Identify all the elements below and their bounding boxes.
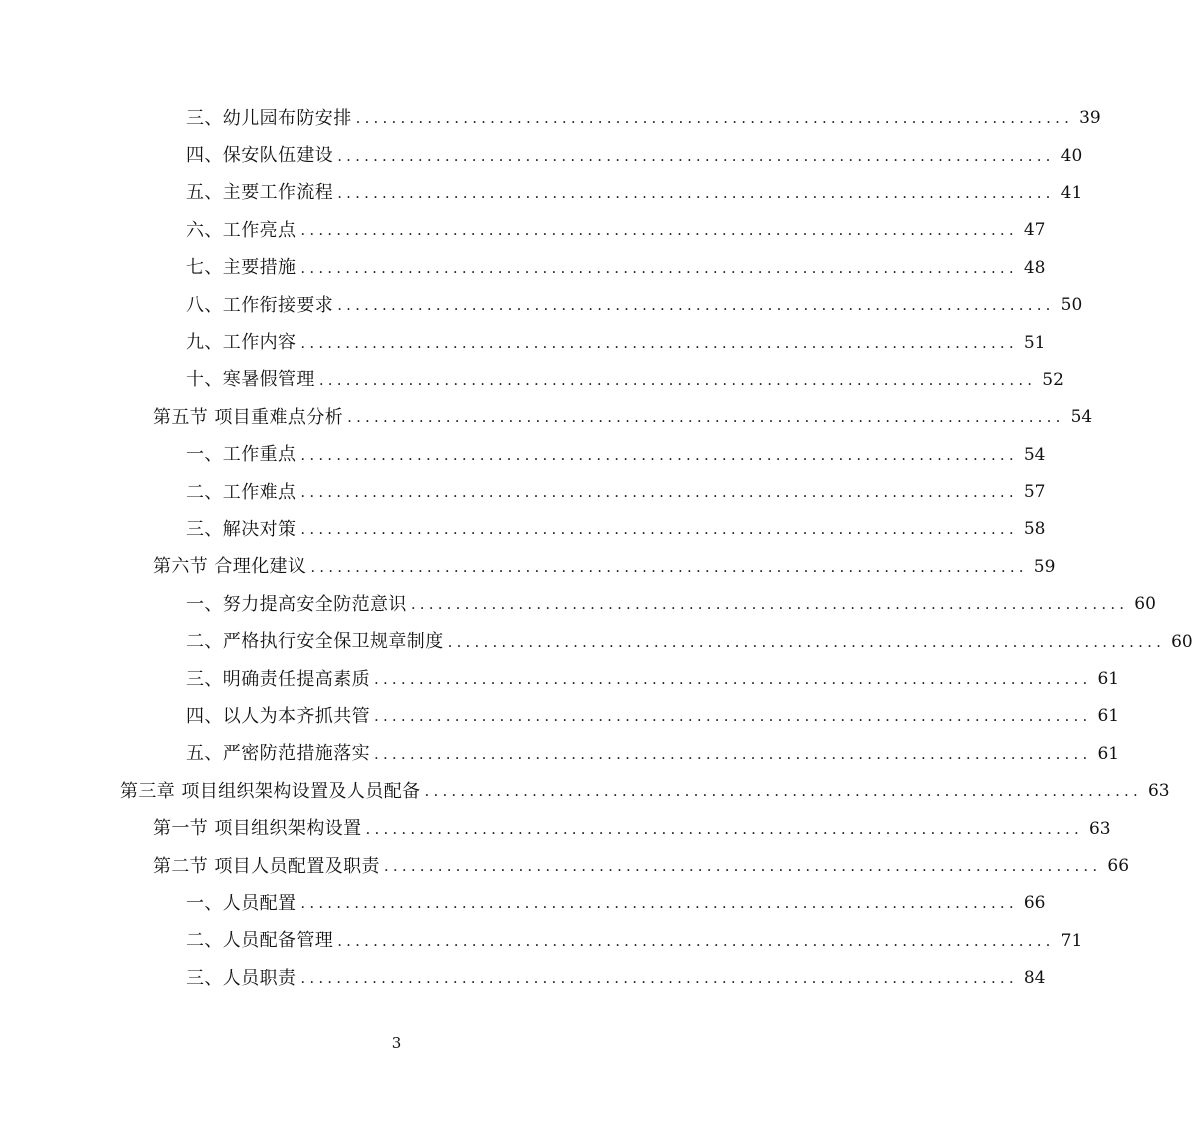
toc-entry-page-number: 59 xyxy=(1033,556,1056,577)
toc-entry[interactable] xyxy=(0,137,1083,174)
toc-entry-page-number: 61 xyxy=(1097,669,1120,690)
toc-entry[interactable] xyxy=(0,437,1046,474)
toc-entry[interactable] xyxy=(0,923,1083,960)
table-of-contents xyxy=(0,100,1193,997)
toc-entry-title: 五、严密防范措施落实 xyxy=(186,743,370,765)
toc-entry-page-number: 51 xyxy=(1023,332,1046,353)
toc-entry-title: 二、严格执行安全保卫规章制度 xyxy=(186,631,444,653)
toc-entry[interactable] xyxy=(0,175,1083,212)
toc-entry[interactable] xyxy=(0,250,1046,287)
toc-entry-title: 六、工作亮点 xyxy=(186,219,297,241)
toc-entry-page-number: 40 xyxy=(1060,145,1083,166)
toc-entry[interactable] xyxy=(0,324,1046,361)
toc-entry-page-number: 71 xyxy=(1060,930,1083,951)
toc-entry-page-number: 58 xyxy=(1023,519,1046,540)
toc-dot-leader: ................................................................................ xyxy=(337,183,1055,202)
toc-dot-leader: ................................................................................ xyxy=(318,370,1037,389)
toc-entry-page-number: 52 xyxy=(1042,369,1064,390)
toc-entry-page-number: 41 xyxy=(1060,182,1083,203)
toc-entry-title: 一、工作重点 xyxy=(186,444,297,466)
toc-entry-page-number: 84 xyxy=(1023,968,1046,989)
page-number-footer: 3 xyxy=(391,1034,402,1052)
toc-entry-page-number: 39 xyxy=(1079,108,1101,129)
toc-dot-leader: ................................................................................ xyxy=(374,707,1092,726)
toc-entry-title: 三、明确责任提高素质 xyxy=(186,668,370,690)
toc-entry-title: 第六节 合理化建议 xyxy=(153,556,307,578)
toc-entry[interactable] xyxy=(0,586,1156,623)
toc-entry-title: 三、幼儿园布防安排 xyxy=(186,107,352,129)
toc-entry-page-number: 63 xyxy=(1147,781,1170,802)
toc-dot-leader: ................................................................................ xyxy=(337,931,1055,950)
toc-entry[interactable] xyxy=(0,848,1130,885)
toc-entry[interactable] xyxy=(0,773,1170,810)
toc-entry-title: 四、保安队伍建设 xyxy=(186,145,334,167)
toc-entry[interactable] xyxy=(0,399,1093,436)
toc-entry[interactable] xyxy=(0,736,1120,773)
toc-entry-title: 第二节 项目人员配置及职责 xyxy=(153,855,380,877)
toc-entry[interactable] xyxy=(0,698,1120,735)
toc-entry-title: 一、人员配置 xyxy=(186,892,297,914)
toc-entry[interactable] xyxy=(0,810,1111,847)
toc-dot-leader: ................................................................................ xyxy=(355,109,1074,128)
toc-entry-title: 五、主要工作流程 xyxy=(186,182,334,204)
toc-dot-leader: ................................................................................ xyxy=(424,782,1142,801)
toc-entry-page-number: 66 xyxy=(1107,856,1130,876)
toc-entry-title: 十、寒暑假管理 xyxy=(186,369,315,391)
toc-entry-title: 八、工作衔接要求 xyxy=(186,294,334,316)
toc-dot-leader: ................................................................................ xyxy=(410,595,1129,614)
toc-entry[interactable] xyxy=(0,287,1083,324)
toc-dot-leader: ................................................................................ xyxy=(300,894,1018,913)
toc-dot-leader: ................................................................................ xyxy=(365,819,1083,838)
toc-entry[interactable] xyxy=(0,960,1046,997)
toc-entry-page-number: 48 xyxy=(1023,257,1046,278)
toc-dot-leader: ................................................................................ xyxy=(337,296,1055,315)
toc-entry-page-number: 63 xyxy=(1088,818,1111,839)
toc-entry[interactable] xyxy=(0,549,1056,586)
toc-entry-page-number: 66 xyxy=(1023,893,1046,914)
toc-entry-title: 九、工作内容 xyxy=(186,332,297,354)
toc-entry-title: 二、工作难点 xyxy=(186,481,297,503)
toc-entry-page-number: 54 xyxy=(1023,444,1046,465)
toc-entry[interactable] xyxy=(0,885,1046,922)
toc-entry-title: 三、人员职责 xyxy=(186,967,297,989)
toc-entry-page-number: 54 xyxy=(1070,407,1093,428)
toc-dot-leader: ................................................................................ xyxy=(383,857,1102,875)
toc-dot-leader: ................................................................................ xyxy=(347,408,1065,427)
toc-dot-leader: ................................................................................ xyxy=(300,969,1018,988)
toc-entry[interactable] xyxy=(0,474,1046,511)
toc-entry-title: 二、人员配备管理 xyxy=(186,930,334,952)
toc-entry-title: 四、以人为本齐抓共管 xyxy=(186,705,370,727)
toc-entry[interactable] xyxy=(0,212,1046,249)
toc-dot-leader: ................................................................................ xyxy=(300,520,1018,539)
toc-entry-page-number: 57 xyxy=(1023,482,1046,503)
toc-entry[interactable] xyxy=(0,362,1064,399)
toc-entry[interactable] xyxy=(0,100,1101,137)
toc-entry-title: 第三章 项目组织架构设置及人员配备 xyxy=(120,780,421,802)
toc-entry-page-number: 50 xyxy=(1060,295,1083,316)
toc-entry-page-number: 47 xyxy=(1023,220,1046,241)
toc-entry-title: 第一节 项目组织架构设置 xyxy=(153,818,362,840)
toc-entry-page-number: 60 xyxy=(1171,631,1193,652)
toc-entry-page-number: 61 xyxy=(1097,743,1120,764)
toc-entry[interactable] xyxy=(0,511,1046,548)
toc-dot-leader: ................................................................................ xyxy=(300,258,1018,277)
toc-entry-page-number: 60 xyxy=(1134,594,1156,615)
toc-entry-page-number: 61 xyxy=(1097,706,1120,727)
toc-dot-leader: ................................................................................ xyxy=(374,670,1092,689)
toc-dot-leader: ................................................................................ xyxy=(447,632,1166,651)
toc-entry[interactable] xyxy=(0,623,1193,660)
toc-entry-title: 第五节 项目重难点分析 xyxy=(153,406,344,428)
toc-dot-leader: ................................................................................ xyxy=(374,744,1092,763)
toc-entry-title: 七、主要措施 xyxy=(186,257,297,279)
toc-dot-leader: ................................................................................ xyxy=(337,146,1055,165)
toc-dot-leader: ................................................................................ xyxy=(300,445,1018,464)
toc-dot-leader: ................................................................................ xyxy=(310,557,1028,576)
toc-entry[interactable] xyxy=(0,661,1120,698)
toc-entry-title: 一、努力提高安全防范意识 xyxy=(186,593,407,615)
toc-dot-leader: ................................................................................ xyxy=(300,221,1018,240)
toc-entry-title: 三、解决对策 xyxy=(186,518,297,540)
toc-dot-leader: ................................................................................ xyxy=(300,483,1018,502)
toc-dot-leader: ................................................................................ xyxy=(300,333,1018,352)
